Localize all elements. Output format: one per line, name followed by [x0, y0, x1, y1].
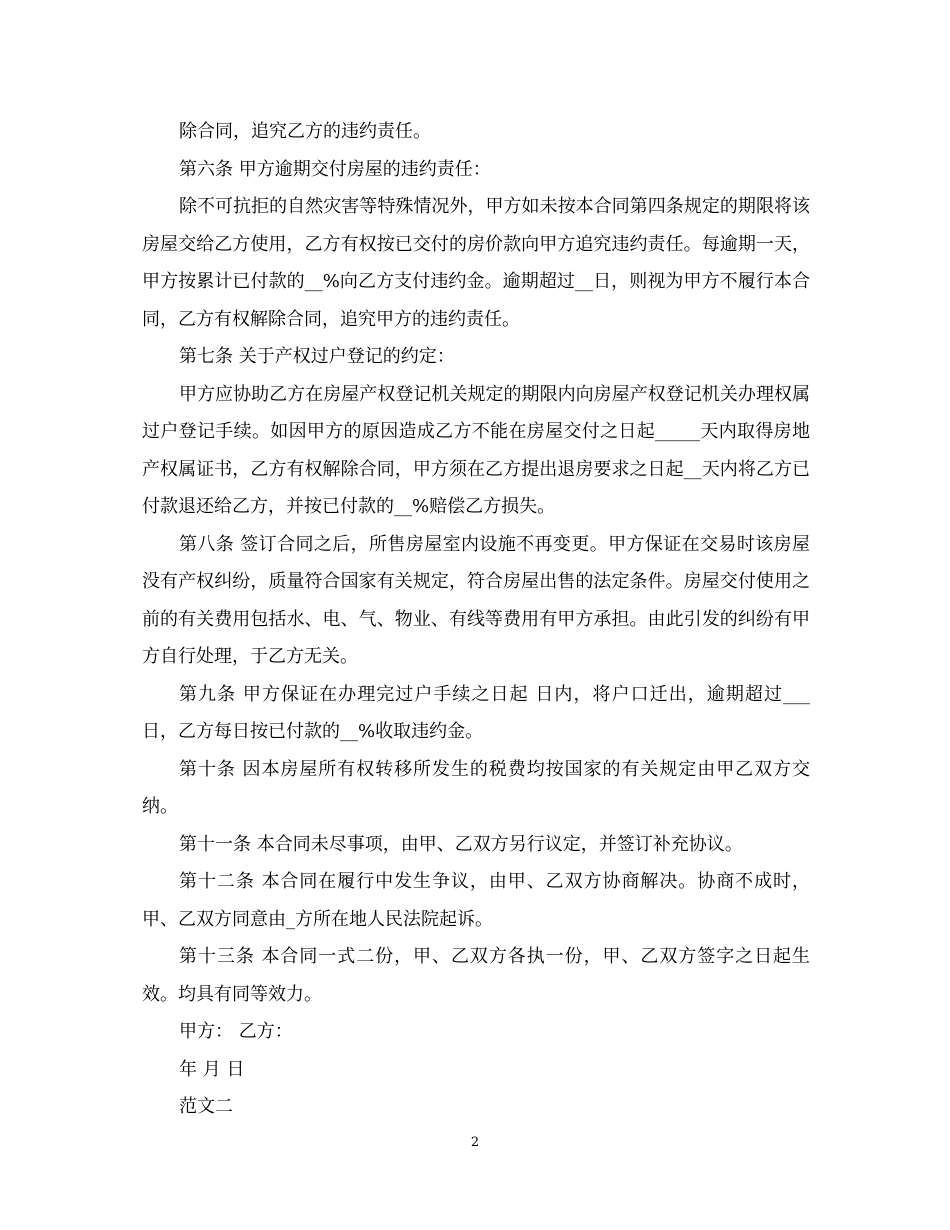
article-8: 第八条 签订合同之后，所售房屋室内设施不再变更。甲方保证在交易时该房屋没有产权纠纷，质量符合国家有关规定，符合房屋出售的法定条件。房屋交付使用之前的有关费用包括水、电、气、物业、有线等费用有甲方承担。由此引发的纠纷有甲方自行处理，于乙方无关。: [142, 533, 810, 667]
article-9: 第九条 甲方保证在办理完过户手续之日起 日内，将户口迁出，逾期超过___日，乙方每日按已付款的__%收取违约金。: [142, 683, 810, 742]
paragraph-termination-clause: 除合同，追究乙方的违约责任。: [179, 121, 431, 142]
article-7-body: 甲方应协助乙方在房屋产权登记机关规定的期限内向房屋产权登记机关办理权属过户登记手续。如因甲方的原因造成乙方不能在房屋交付之日起_____天内取得房地产权属证书，乙方有权解除合同，甲方须在乙方提出退房要求之日起__天内将乙方已付款退还给乙方，并按已付款的__%赔偿乙方损失。: [142, 383, 810, 517]
signature-date: 年 月 日: [179, 1058, 245, 1080]
article-6-heading: 第六条 甲方逾期交付房屋的违约责任：: [179, 158, 491, 180]
sample-heading: 范文二: [179, 1096, 233, 1117]
article-11: 第十一条 本合同未尽事项，由甲、乙双方另行议定，并签订补充协议。: [179, 833, 743, 855]
article-13: 第十三条 本合同一式二份，甲、乙双方各执一份，甲、乙双方签字之日起生效。均具有同等效力。: [142, 946, 810, 1005]
article-12: 第十二条 本合同在履行中发生争议，由甲、乙双方协商解决。协商不成时，甲、乙双方同意由_方所在地人民法院起诉。: [142, 871, 810, 930]
article-10: 第十条 因本房屋所有权转移所发生的税费均按国家的有关规定由甲乙双方交纳。: [142, 758, 810, 817]
article-7-heading: 第七条 关于产权过户登记的约定：: [179, 346, 455, 367]
page-number: 2: [470, 1135, 480, 1150]
contract-body: [142, 113, 810, 1126]
article-6-body: 除不可抗拒的自然灾害等特殊情况外，甲方如未按本合同第四条规定的期限将该房屋交给乙方使用，乙方有权按已交付的房价款向甲方追究违约责任。每逾期一天，甲方按累计已付款的__%向乙方支付违约金。逾期超过__日，则视为甲方不履行本合同，乙方有权解除合同，追究甲方的违约责任。: [142, 196, 810, 330]
signature-parties: 甲方： 乙方：: [179, 1021, 293, 1042]
